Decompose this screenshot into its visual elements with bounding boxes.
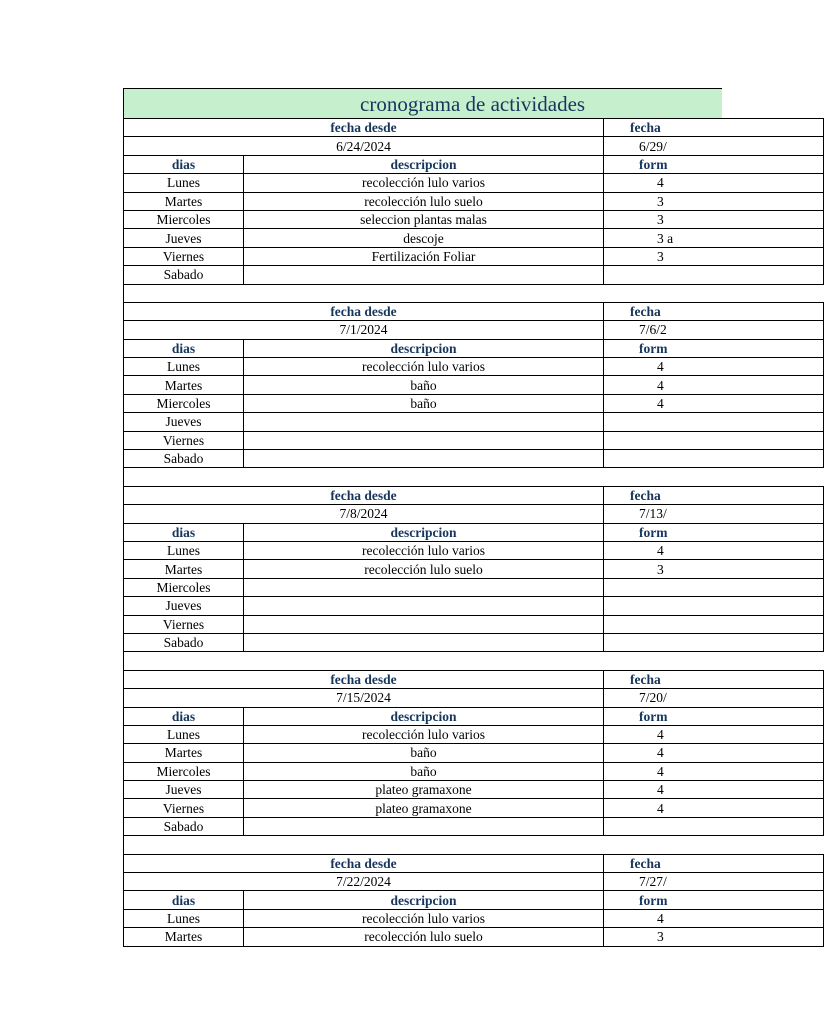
week-date-header-row — [124, 119, 824, 137]
fecha-hasta-label[interactable]: fecha — [604, 854, 824, 872]
dia-cell[interactable]: Lunes — [124, 541, 244, 559]
forma-cell[interactable]: 4 — [604, 799, 824, 817]
forma-cell[interactable]: 3 — [604, 560, 824, 578]
forma-header[interactable]: form — [604, 155, 824, 173]
descripcion-cell[interactable]: baño — [244, 376, 604, 394]
descripcion-cell[interactable] — [244, 450, 604, 468]
week-date-header-row — [124, 670, 824, 688]
descripcion-cell[interactable]: baño — [244, 744, 604, 762]
fecha-hasta-value[interactable]: 6/29/ — [604, 137, 824, 155]
dias-header[interactable]: dias — [124, 339, 244, 357]
page-title: cronograma de actividades — [360, 92, 586, 116]
dia-cell[interactable]: Martes — [124, 744, 244, 762]
week-date-values-row — [124, 505, 824, 523]
dia-cell[interactable]: Martes — [124, 192, 244, 210]
activity-row — [124, 615, 824, 633]
activity-row — [124, 174, 824, 192]
activity-row — [124, 799, 824, 817]
forma-cell[interactable] — [604, 431, 824, 449]
descripcion-cell[interactable] — [244, 266, 604, 284]
activity-row — [124, 928, 824, 946]
activity-row — [124, 762, 824, 780]
dia-cell[interactable]: Viernes — [124, 431, 244, 449]
dia-cell[interactable]: Viernes — [124, 615, 244, 633]
column-header-row — [124, 155, 824, 173]
column-header-row — [124, 523, 824, 541]
dia-cell[interactable]: Miercoles — [124, 578, 244, 596]
descripcion-cell[interactable]: seleccion plantas malas — [244, 210, 604, 228]
fecha-hasta-value[interactable]: 7/20/ — [604, 689, 824, 707]
dia-cell[interactable]: Sabado — [124, 450, 244, 468]
forma-cell[interactable]: 4 — [604, 376, 824, 394]
forma-cell[interactable]: 4 — [604, 394, 824, 412]
activity-row — [124, 817, 824, 835]
dia-cell[interactable]: Lunes — [124, 358, 244, 376]
fecha-desde-value[interactable]: 7/8/2024 — [124, 505, 604, 523]
forma-cell[interactable]: 4 — [604, 781, 824, 799]
forma-header[interactable]: form — [604, 523, 824, 541]
dia-cell[interactable]: Lunes — [124, 909, 244, 927]
forma-cell[interactable] — [604, 597, 824, 615]
forma-cell[interactable]: 4 — [604, 358, 824, 376]
dia-cell[interactable]: Jueves — [124, 413, 244, 431]
forma-header[interactable]: form — [604, 891, 824, 909]
descripcion-cell[interactable]: recolección lulo varios — [244, 541, 604, 559]
descripcion-cell[interactable] — [244, 578, 604, 596]
descripcion-cell[interactable] — [244, 431, 604, 449]
fecha-desde-value[interactable]: 6/24/2024 — [124, 137, 604, 155]
activity-row — [124, 413, 824, 431]
dia-cell[interactable]: Miercoles — [124, 762, 244, 780]
forma-header[interactable]: form — [604, 707, 824, 725]
week-date-header-row — [124, 302, 824, 320]
forma-cell[interactable]: 3 — [604, 210, 824, 228]
dia-cell[interactable]: Lunes — [124, 725, 244, 743]
week-date-values-row — [124, 321, 824, 339]
schedule-table — [123, 118, 824, 947]
spacer-row — [124, 284, 824, 302]
dias-header[interactable]: dias — [124, 891, 244, 909]
dia-cell[interactable]: Martes — [124, 560, 244, 578]
activity-row — [124, 744, 824, 762]
descripcion-cell[interactable] — [244, 633, 604, 651]
descripcion-cell[interactable]: recolección lulo varios — [244, 725, 604, 743]
dia-cell[interactable]: Miercoles — [124, 394, 244, 412]
forma-cell[interactable]: 4 — [604, 174, 824, 192]
fecha-hasta-label[interactable]: fecha — [604, 302, 824, 320]
forma-cell[interactable] — [604, 578, 824, 596]
week-date-values-row — [124, 689, 824, 707]
activity-row — [124, 192, 824, 210]
fecha-desde-label[interactable]: fecha desde — [124, 854, 604, 872]
forma-cell[interactable]: 3 — [604, 192, 824, 210]
week-date-values-row — [124, 873, 824, 891]
descripcion-header[interactable]: descripcion — [244, 155, 604, 173]
forma-cell[interactable]: 4 — [604, 744, 824, 762]
dia-cell[interactable]: Viernes — [124, 799, 244, 817]
fecha-desde-value[interactable]: 7/15/2024 — [124, 689, 604, 707]
descripcion-cell[interactable]: recolección lulo suelo — [244, 928, 604, 946]
spacer-cell — [124, 652, 824, 670]
week-date-header-row — [124, 486, 824, 504]
fecha-desde-label[interactable]: fecha desde — [124, 670, 604, 688]
dia-cell[interactable]: Martes — [124, 376, 244, 394]
descripcion-cell[interactable] — [244, 597, 604, 615]
descripcion-cell[interactable]: baño — [244, 394, 604, 412]
activity-row — [124, 560, 824, 578]
descripcion-cell[interactable]: plateo gramaxone — [244, 799, 604, 817]
forma-cell[interactable]: 3 — [604, 247, 824, 265]
descripcion-cell[interactable] — [244, 615, 604, 633]
forma-cell[interactable]: 4 — [604, 541, 824, 559]
dias-header[interactable]: dias — [124, 523, 244, 541]
spacer-cell — [124, 836, 824, 854]
descripcion-cell[interactable]: recolección lulo suelo — [244, 560, 604, 578]
dia-cell[interactable]: Sabado — [124, 633, 244, 651]
dia-cell[interactable]: Sabado — [124, 266, 244, 284]
descripcion-cell[interactable]: recolección lulo varios — [244, 174, 604, 192]
dias-header[interactable]: dias — [124, 707, 244, 725]
activity-row — [124, 633, 824, 651]
fecha-desde-label[interactable]: fecha desde — [124, 119, 604, 137]
descripcion-cell[interactable] — [244, 817, 604, 835]
dia-cell[interactable]: Jueves — [124, 781, 244, 799]
forma-cell[interactable]: 3 — [604, 928, 824, 946]
descripcion-cell[interactable]: baño — [244, 762, 604, 780]
forma-cell[interactable] — [604, 817, 824, 835]
descripcion-cell[interactable]: recolección lulo varios — [244, 909, 604, 927]
descripcion-cell[interactable]: descoje — [244, 229, 604, 247]
fecha-desde-value[interactable]: 7/22/2024 — [124, 873, 604, 891]
descripcion-cell[interactable]: recolección lulo suelo — [244, 192, 604, 210]
activity-row — [124, 266, 824, 284]
descripcion-header[interactable]: descripcion — [244, 891, 604, 909]
activity-row — [124, 781, 824, 799]
activity-row — [124, 431, 824, 449]
forma-cell[interactable]: 4 — [604, 762, 824, 780]
activity-row — [124, 247, 824, 265]
column-header-row — [124, 891, 824, 909]
activity-row — [124, 725, 824, 743]
forma-cell[interactable] — [604, 413, 824, 431]
dia-cell[interactable]: Lunes — [124, 174, 244, 192]
activity-row — [124, 394, 824, 412]
forma-cell[interactable] — [604, 266, 824, 284]
activity-row — [124, 909, 824, 927]
spacer-cell — [124, 284, 824, 302]
fecha-hasta-value[interactable]: 7/6/2 — [604, 321, 824, 339]
fecha-hasta-value[interactable]: 7/13/ — [604, 505, 824, 523]
spacer-cell — [124, 468, 824, 486]
activity-row — [124, 376, 824, 394]
column-header-row — [124, 707, 824, 725]
descripcion-cell[interactable]: recolección lulo varios — [244, 358, 604, 376]
forma-cell[interactable] — [604, 615, 824, 633]
activity-row — [124, 578, 824, 596]
dia-cell[interactable]: Miercoles — [124, 210, 244, 228]
fecha-desde-value[interactable]: 7/1/2024 — [124, 321, 604, 339]
fecha-hasta-label[interactable]: fecha — [604, 486, 824, 504]
forma-header[interactable]: form — [604, 339, 824, 357]
activity-row — [124, 358, 824, 376]
dia-cell[interactable]: Martes — [124, 928, 244, 946]
schedule-sheet — [123, 118, 674, 948]
activity-row — [124, 541, 824, 559]
forma-cell[interactable] — [604, 633, 824, 651]
activity-row — [124, 597, 824, 615]
week-date-header-row — [124, 854, 824, 872]
spacer-row — [124, 836, 824, 854]
week-date-values-row — [124, 137, 824, 155]
fecha-desde-label[interactable]: fecha desde — [124, 486, 604, 504]
fecha-desde-label[interactable]: fecha desde — [124, 302, 604, 320]
descripcion-cell[interactable]: Fertilización Foliar — [244, 247, 604, 265]
forma-cell[interactable]: 4 — [604, 725, 824, 743]
dia-cell[interactable]: Viernes — [124, 247, 244, 265]
descripcion-header[interactable]: descripcion — [244, 523, 604, 541]
descripcion-cell[interactable]: plateo gramaxone — [244, 781, 604, 799]
forma-cell[interactable]: 3 a — [604, 229, 824, 247]
spacer-row — [124, 652, 824, 670]
descripcion-header[interactable]: descripcion — [244, 339, 604, 357]
dias-header[interactable]: dias — [124, 155, 244, 173]
column-header-row — [124, 339, 824, 357]
fecha-hasta-label[interactable]: fecha — [604, 670, 824, 688]
activity-row — [124, 450, 824, 468]
dia-cell[interactable]: Sabado — [124, 817, 244, 835]
forma-cell[interactable] — [604, 450, 824, 468]
spacer-row — [124, 468, 824, 486]
dia-cell[interactable]: Jueves — [124, 597, 244, 615]
activity-row — [124, 210, 824, 228]
dia-cell[interactable]: Jueves — [124, 229, 244, 247]
fecha-hasta-label[interactable]: fecha — [604, 119, 824, 137]
activity-row — [124, 229, 824, 247]
forma-cell[interactable]: 4 — [604, 909, 824, 927]
fecha-hasta-value[interactable]: 7/27/ — [604, 873, 824, 891]
descripcion-cell[interactable] — [244, 413, 604, 431]
descripcion-header[interactable]: descripcion — [244, 707, 604, 725]
